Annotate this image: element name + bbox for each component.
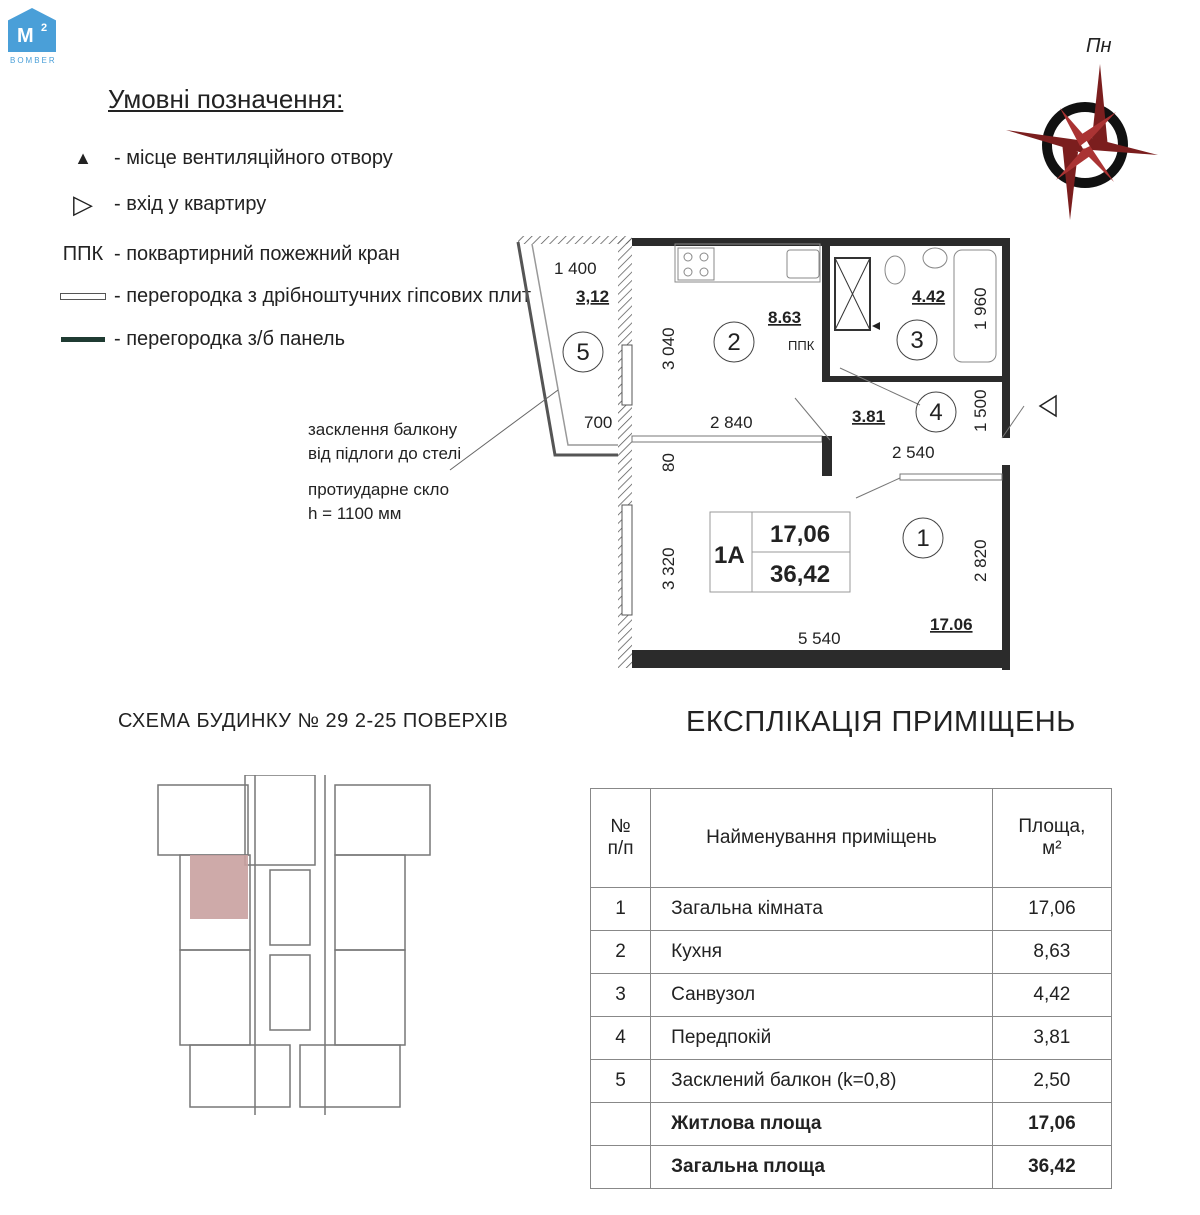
entrance-triangle-icon: ▷ [73,188,93,219]
table-header-row [591,789,1112,888]
glazing-leader-line [450,390,558,470]
dim-hall-width2: 2 540 [892,443,935,462]
header-name: Найменування приміщень [651,789,993,888]
table-row: 1 Загальна кімната 17,06 [591,888,1112,931]
legend-item-ppk: ППК - поквартирний пожежний кран [52,240,400,268]
vent-icon [872,322,880,330]
partition-room [900,474,1002,480]
room-5-area: 3,12 [576,287,610,306]
wall-balcony-top [518,236,632,244]
window-room [622,505,632,615]
dim-kitchen-height: 3 040 [659,327,678,370]
dim-hall-height: 1 500 [971,389,990,432]
legend-title: Умовні позначення: [108,84,344,114]
stove-icon [678,248,714,280]
header-number: № п/п [591,789,651,888]
washbasin-icon [923,248,947,268]
scheme-title: СХЕМА БУДИНКУ № 29 2-25 ПОВЕРХІВ [118,710,509,732]
door-bath [840,368,920,405]
legend-item-concrete: - перегородка з/б панель [52,325,345,353]
explication-table [590,788,1112,1189]
scheme-block-ne [335,785,430,855]
dim-hall-width: 2 840 [710,413,753,432]
header-area: Площа, м² [992,789,1111,888]
room-4-number: 4 [929,399,943,426]
logo-subtitle: BOMBER [10,56,57,65]
dim-room-height: 3 320 [659,547,678,590]
apartment-living-area: 17,06 [770,521,831,548]
dim-balcony-inner: 700 [584,413,613,432]
compass-north-label: Пн [1086,35,1112,57]
concrete-wall-symbol [52,337,114,342]
gypsum-wall-symbol [52,293,114,300]
dim-wall: 80 [659,453,678,472]
partition-kitchen [632,436,822,442]
room-5-number: 5 [576,339,590,366]
compass-rose [1000,30,1170,225]
scheme-block-e1 [335,855,405,950]
sink-icon [787,250,819,278]
table-total-row: Загальна площа 36,42 [591,1146,1112,1189]
table-total-row: Житлова площа 17,06 [591,1103,1112,1146]
building-scheme [150,775,440,1115]
room-2-area: 8.63 [768,308,802,327]
dim-balcony-width: 1 400 [554,259,597,278]
ppk-symbol: ППК [62,242,104,265]
room-1-area: 17.06 [930,615,973,634]
logo [8,8,56,66]
vent-triangle-icon: ▲ [74,147,92,168]
room-3-number: 3 [910,327,924,354]
logo-mark: M [17,25,34,47]
scheme-block-w2 [180,950,250,1045]
table-row: 4 Передпокій 3,81 [591,1017,1112,1060]
toilet-icon [885,256,905,284]
legend-item-entrance: ▷ - вхід у квартиру [52,190,266,218]
glazing-note: засклення балкону від підлоги до стелі протиударне скло h = 1100 мм [308,420,462,523]
table-row: 2 Кухня 8,63 [591,931,1112,974]
explication-title: ЕКСПЛІКАЦІЯ ПРИМІЩЕНЬ [686,706,1076,738]
room-2-number: 2 [727,329,741,356]
legend-item-vent: ▲ - місце вентиляційного отвору [52,144,393,172]
scheme-block-se [300,1045,400,1107]
wall-bath-south [822,376,1002,382]
door-kitchen [795,398,830,440]
room-1-number: 1 [916,525,930,552]
scheme-highlight-apartment [190,855,248,919]
apartment-total-area: 36,42 [770,561,831,588]
dim-bath-height: 1 960 [971,287,990,330]
dim-room-width: 5 540 [798,629,841,648]
wall-south [632,650,1010,668]
scheme-block-nw [158,785,248,855]
room-4-area: 3.81 [852,407,886,426]
logo-superscript: 2 [41,22,48,34]
window-kitchen [622,345,632,405]
scheme-block-sw [190,1045,290,1107]
entrance-icon [1040,396,1056,416]
room-3-area: 4.42 [912,287,946,306]
wall-bath-west [822,244,830,382]
legend-item-gypsum: - перегородка з дрібноштучних гіпсових плит [52,282,531,310]
dim-room-height-right: 2 820 [971,539,990,582]
apartment-type: 1А [714,542,745,569]
scheme-block-e2 [335,950,405,1045]
scheme-lift-core [270,870,310,945]
wall-east-upper [1002,238,1010,438]
table-row: 5 Засклений балкон (k=0,8) 2,50 [591,1060,1112,1103]
table-row: 3 Санвузол 4,42 [591,974,1112,1017]
wall-north [632,238,1010,246]
scheme-stair-core [270,955,310,1030]
wall-east-lower [1002,465,1010,670]
door-room [856,478,900,498]
ppk-label: ППК [788,338,815,353]
wall-hall-stub [822,436,832,476]
